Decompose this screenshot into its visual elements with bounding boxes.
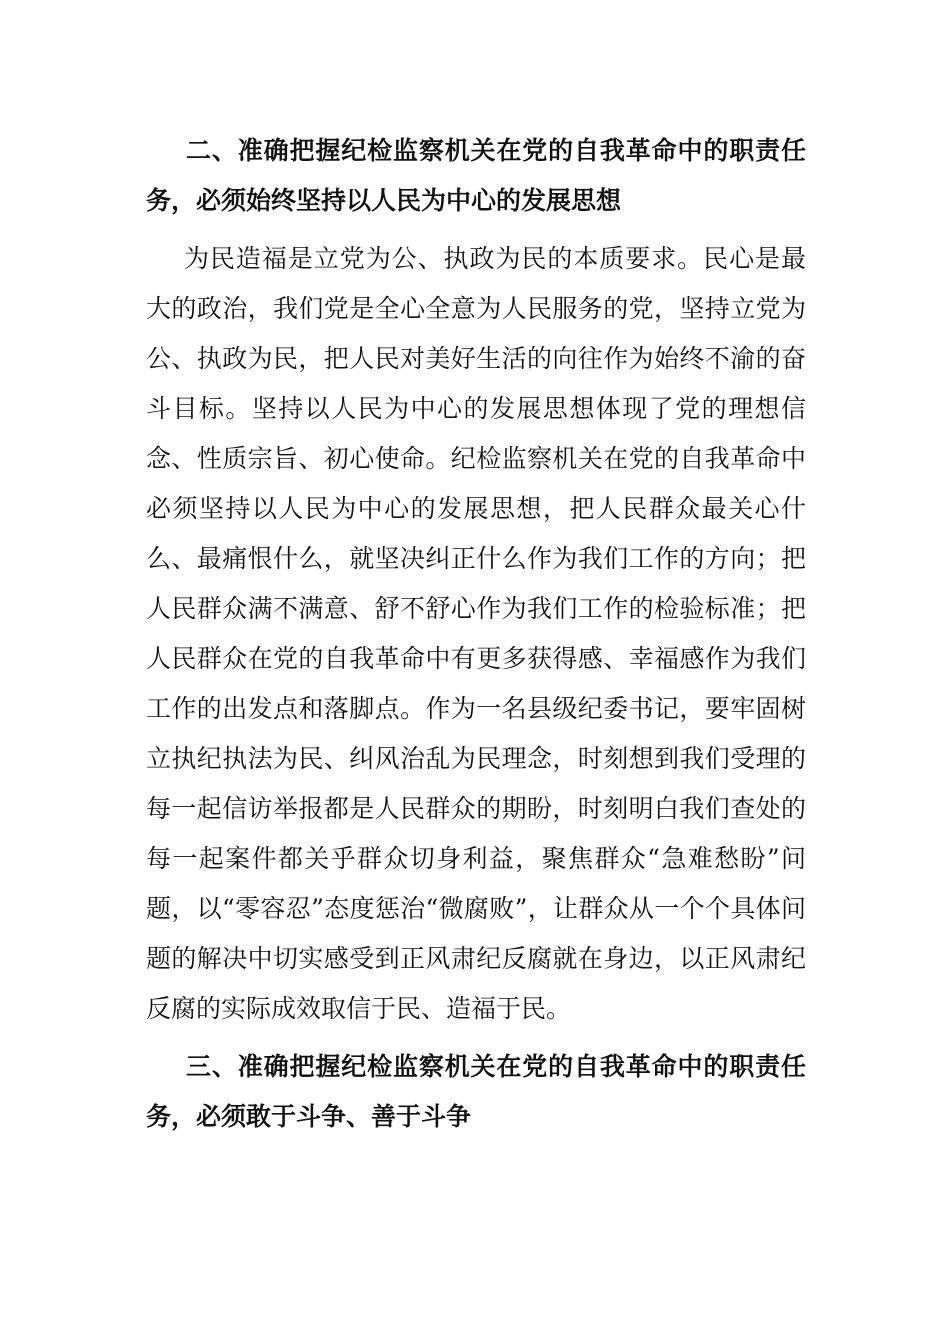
body-paragraph: 为民造福是立党为公、执政为民的本质要求。民心是最大的政治，我们党是全心全意为人民服务的党，坚持立党为公、执政为民，把人民对美好生活的向往作为始终不渝的奋斗目标。坚持以人民为中心的发展思想体现了党的理想信念、性质宗旨、初心使命。纪检监察机关在党的自我革命中必须坚持以人民为中心的发展思想，把人民群众最关心什么、最痛恨什么，就坚决纠正什么作为我们工作的方向；把人民群众满不满意、舒不舒心作为我们工作的检验标准；把人民群众在党的自我革命中有更多获得感、幸福感作为我们工作的出发点和落脚点。作为一名县级纪委书记，要牢固树立执纪执法为民、纠风治乱为民理念，时刻想到我们受理的每一起信访举报都是人民群众的期盼，时刻明白我们查处的每一起案件都关乎群众切身利益，聚焦群众“急难愁盼”问题，以“零容忍”态度惩治“微腐败”，让群众从一个个具体问题的解决中切实感受到正风肃纪反腐就在身边，以正风肃纪反腐的实际成效取信于民、造福于民。 bbox=[146, 244, 806, 1023]
section-heading-3: 三、准确把握纪检监察机关在党的自我革命中的职责任务，必须敢于斗争、善于斗争 bbox=[146, 1052, 806, 1131]
document-body bbox=[146, 126, 806, 1142]
section-heading-2: 二、准确把握纪检监察机关在党的自我革命中的职责任务，必须始终坚持以人民为中心的发展思想 bbox=[146, 136, 806, 215]
